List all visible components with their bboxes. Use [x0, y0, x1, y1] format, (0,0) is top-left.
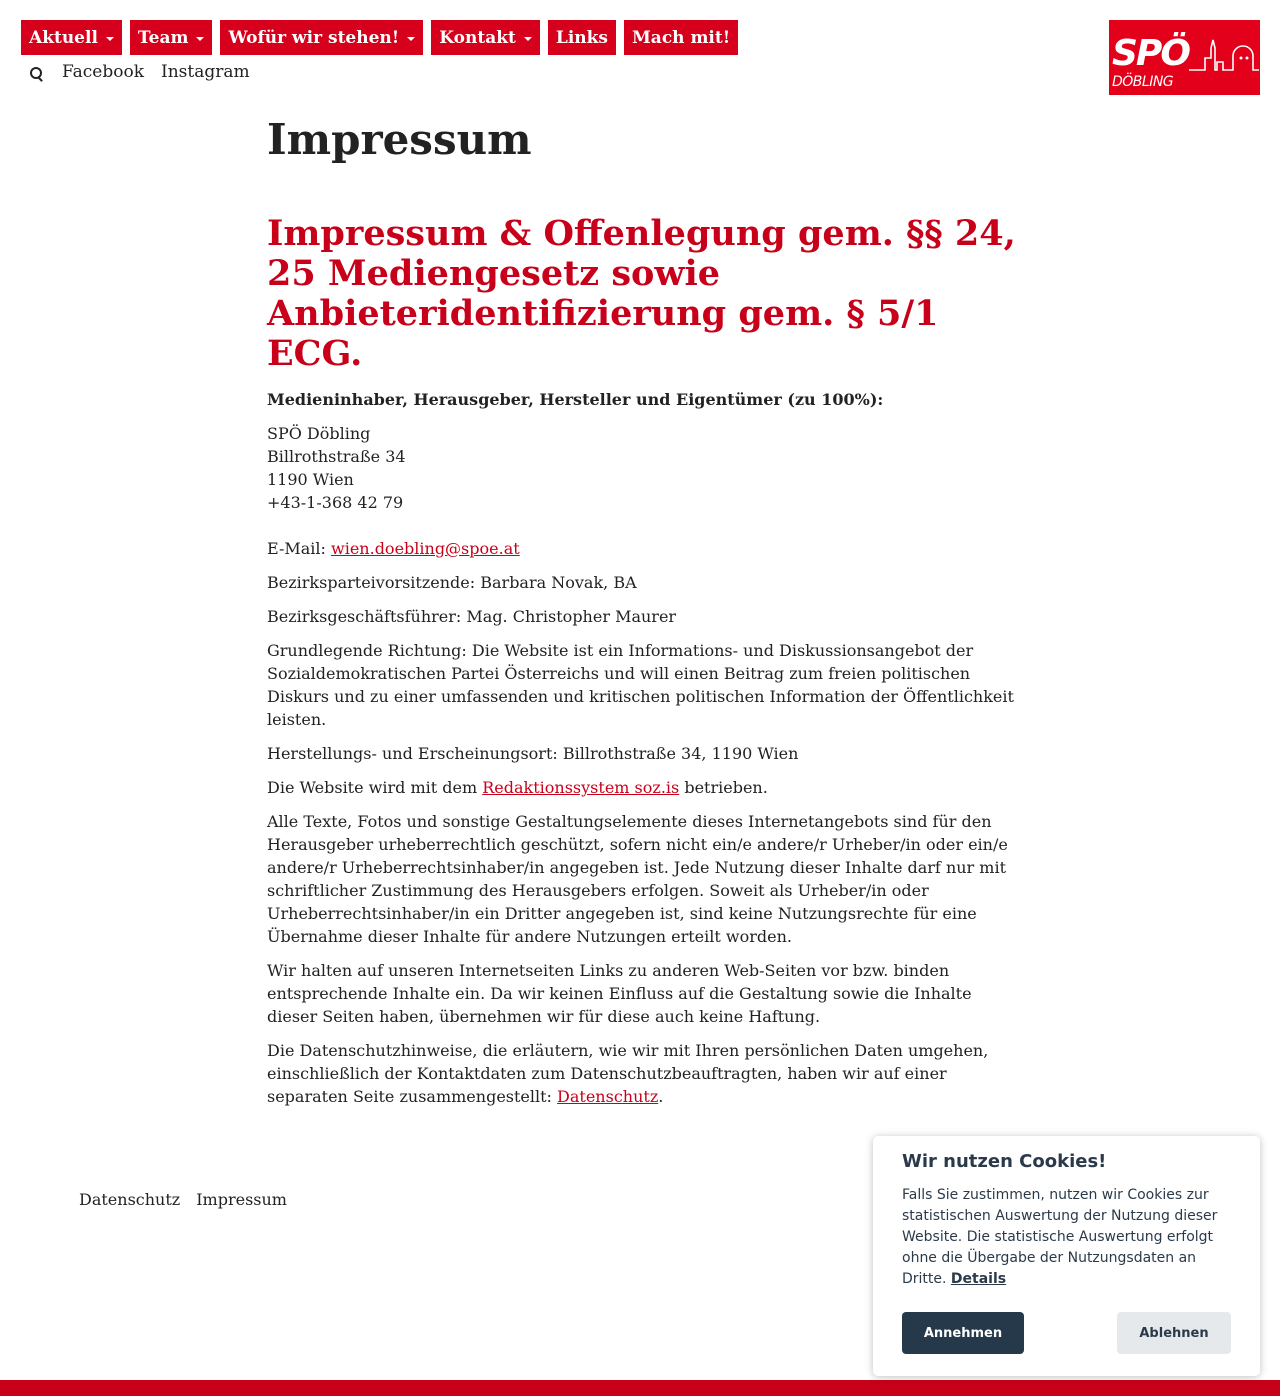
phone-number: +43-1-368 42 79 [267, 493, 404, 512]
cms-text: betrieben. [679, 778, 768, 797]
owner-label: Medieninhaber, Herausgeber, Hersteller und Eigentümer (zu 100%): [267, 390, 884, 409]
skyline-icon [1189, 28, 1259, 73]
cookie-text [902, 1185, 1232, 1290]
cms-text: Die Website wird mit dem [267, 778, 483, 797]
facebook-link[interactable]: Facebook [62, 61, 145, 82]
manager-text: Bezirksgeschäftsführer: Mag. Christopher Maurer [267, 607, 677, 626]
email-label: E-Mail: [267, 539, 332, 558]
bottom-bar [0, 1380, 1280, 1396]
links-disclaimer-text: Wir halten auf unseren Internetseiten Links zu anderen Web-Seiten vor bzw. binden entsprechende Inhalte ein. Da wir keinen Einfluss auf die Gestaltung sowie die Inhalte dieser Seiten haben, übernehmen wir für diese auch keine Haftung. [267, 961, 972, 1026]
address-line: 1190 Wien [267, 470, 354, 489]
address-line: SPÖ Döbling [267, 424, 371, 443]
place-text: Herstellungs- und Erscheinungsort: Billrothstraße 34, 1190 Wien [267, 744, 799, 763]
cms-link[interactable]: Redaktionssystem soz.is [482, 778, 680, 797]
privacy-line [267, 1039, 1017, 1108]
footer-links [79, 1190, 303, 1209]
nav-label: Links [555, 27, 608, 48]
cookie-banner [873, 1136, 1260, 1376]
cookie-body: Falls Sie zustimmen, nutzen wir Cookies zur statistischen Auswertung der Nutzung dieser Website. Die statistische Auswertung erfolgt ohne die Übergabe der Nutzungsdaten an Dritte. [902, 1187, 1218, 1287]
logo-main-text: SPÖ [1112, 33, 1189, 74]
cookie-title: Wir nutzen Cookies! [902, 1151, 1107, 1172]
logo-sub-text: DÖBLING [1112, 74, 1174, 90]
caret-down-icon [524, 37, 532, 41]
impressum-heading: Impressum & Offenlegung gem. §§ 24, 25 Mediengesetz sowie Anbieteridentifizierung gem. § 5/1 ECG. [267, 213, 1016, 374]
main-nav [21, 20, 746, 55]
caret-down-icon [106, 37, 114, 41]
search-icon[interactable] [28, 63, 46, 83]
spoe-doebling-logo[interactable] [1109, 20, 1260, 95]
privacy-text: . [658, 1087, 664, 1106]
privacy-text: Die Datenschutzhinweise, die erläutern, wie wir mit Ihren persönlichen Daten umgehen, einschließlich der Kontaktdaten zum Datenschutzbeauftragten, haben wir auf einer separaten Seite zusammengestellt: [267, 1041, 989, 1106]
nav-label: Wofür wir stehen! [228, 27, 400, 48]
secondary-nav [28, 60, 267, 83]
caret-down-icon [407, 37, 415, 41]
nav-label: Team [137, 27, 189, 48]
nav-item-links[interactable] [548, 20, 616, 55]
page-title: Impressum [267, 115, 532, 164]
nav-label: Aktuell [29, 27, 98, 48]
copyright-text: Alle Texte, Fotos und sonstige Gestaltungselemente dieses Internetangebots sind für den Herausgeber urheberrechtlich geschützt, sofern nicht ein/e andere/r Urheber/in oder ein/e andere/r Urheberrechtsinhaber/in angegeben ist. Jede Nutzung dieser Inhalte darf nur mit schriftlicher Zustimmung des Herausgebers erfolgen. Soweit als Urheber/in oder Urheberrechtsinhaber/in ein Dritter angegeben ist, sind keine Nutzungsrechte für eine Übernahme dieser Inhalte für andere Nutzungen erteilt worden. [267, 812, 1008, 946]
chair-text: Bezirksparteivorsitzende: Barbara Novak, BA [267, 573, 637, 592]
nav-label: Mach mit! [631, 27, 731, 48]
email-link[interactable]: wien.doebling@spoe.at [331, 539, 520, 558]
nav-item-kontakt[interactable] [431, 20, 540, 55]
address-line: Billrothstraße 34 [267, 447, 406, 466]
instagram-link[interactable]: Instagram [161, 61, 250, 82]
address-block [267, 422, 1017, 514]
cms-line [267, 776, 1017, 799]
footer-impressum-link[interactable]: Impressum [196, 1190, 287, 1209]
footer-datenschutz-link[interactable]: Datenschutz [79, 1190, 181, 1209]
email-line [267, 537, 1017, 560]
nav-label: Kontakt [439, 27, 516, 48]
cookie-decline-button[interactable]: Ablehnen [1117, 1312, 1231, 1354]
nav-item-wofuer[interactable] [220, 20, 423, 55]
cookie-accept-button[interactable]: Annehmen [902, 1312, 1024, 1354]
main-content [267, 112, 1017, 1119]
direction-text: Grundlegende Richtung: Die Website ist ein Informations- und Diskussionsangebot der Sozialdemokratischen Partei Österreichs und will einen Beitrag zum freien politischen Diskurs und zu einer umfassenden und kritischen politischen Information der Öffentlichkeit leisten. [267, 641, 1014, 729]
cookie-details-link[interactable]: Details [950, 1271, 1007, 1287]
privacy-link[interactable]: Datenschutz [557, 1087, 659, 1106]
nav-item-team[interactable] [130, 20, 213, 55]
nav-item-mach-mit[interactable] [624, 20, 738, 55]
nav-item-aktuell[interactable] [21, 20, 122, 55]
caret-down-icon [196, 37, 204, 41]
